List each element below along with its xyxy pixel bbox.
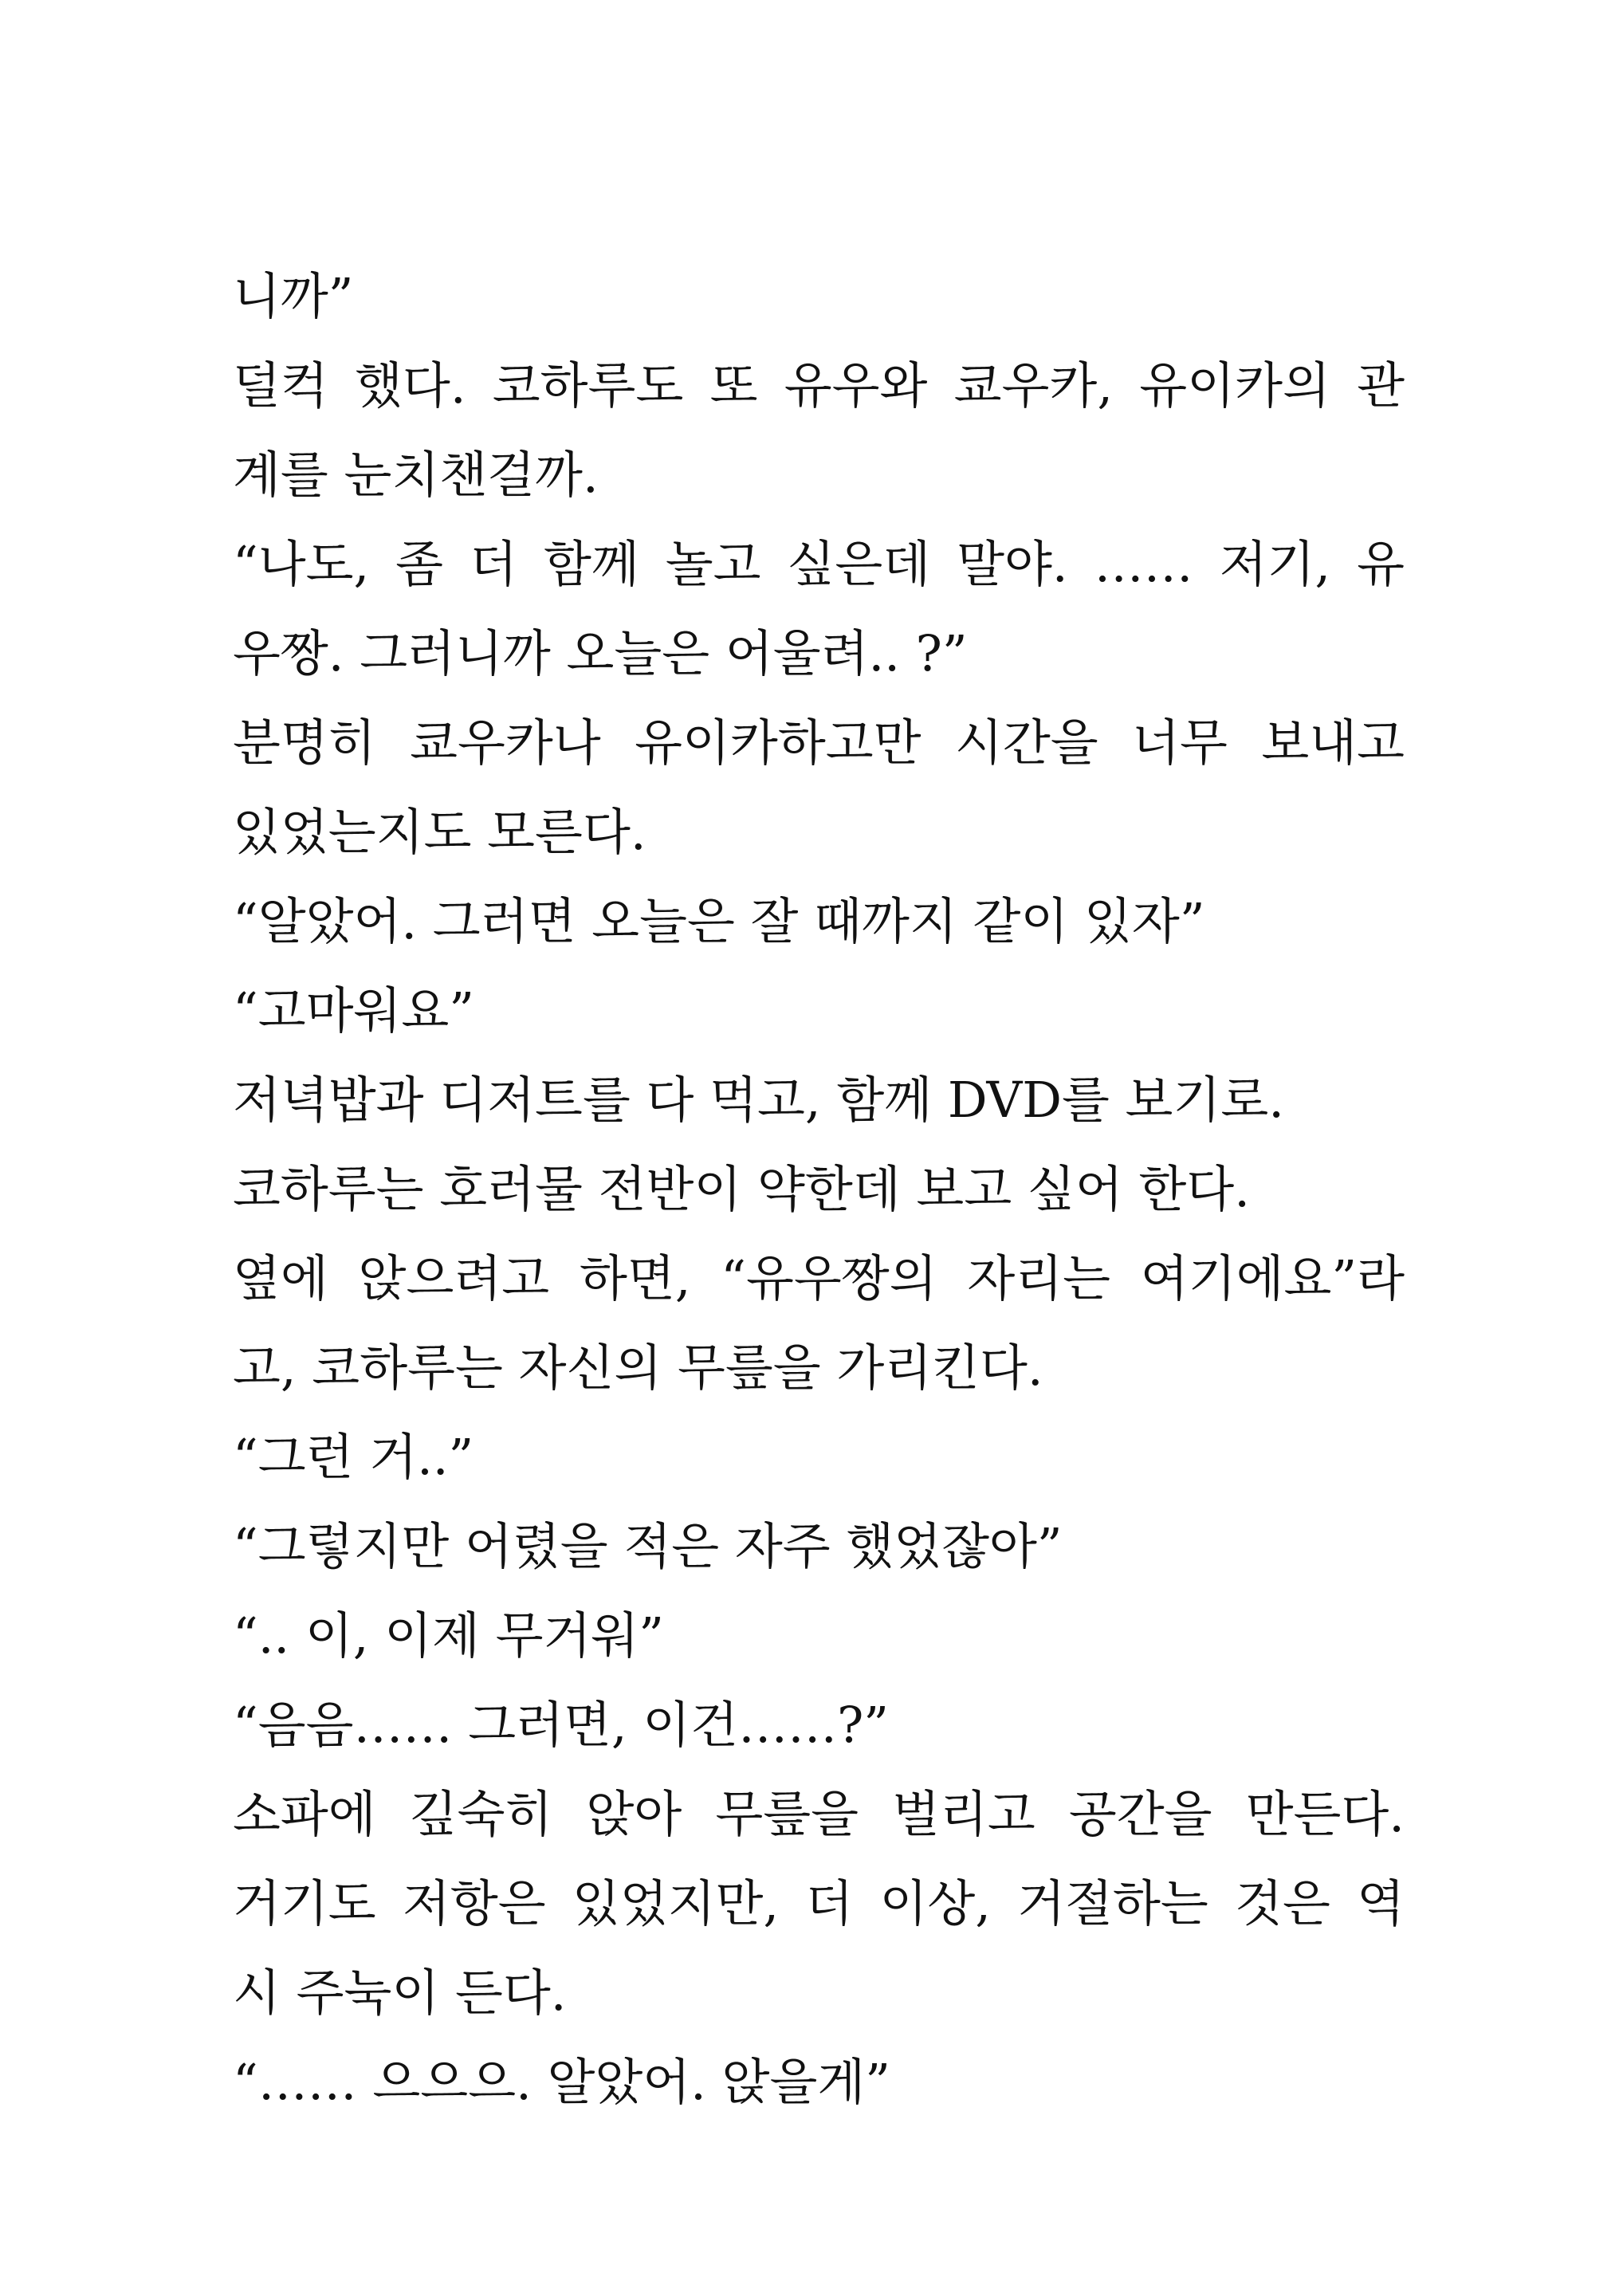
text-line: 코하루는 호러물 전반이 약한데 보고 싶어 한다.: [233, 1160, 1250, 1218]
text-line: 우짱. 그러니까 오늘은 어울려.. ?”: [233, 624, 968, 682]
text-line: “나도, 좀 더 함께 놀고 싶은데 말야. …… 저기, 유: [233, 535, 1405, 593]
text-line: 소파에 깊숙히 앉아 무릎을 벌리고 공간을 만든다.: [233, 1785, 1405, 1843]
body-text: [233, 252, 1405, 2127]
text-line: “알았어. 그러면 오늘은 잘 때까지 같이 있자”: [233, 892, 1205, 950]
text-line: 고, 코하루는 자신의 무릎을 가리킨다.: [233, 1339, 1043, 1397]
text-line: 덜컥 했다. 코하루도 또 유우와 쿄우카, 유이카의 관: [233, 356, 1405, 415]
text-line: 계를 눈치챈걸까.: [233, 446, 599, 504]
text-line: 옆에 앉으려고 하면, “유우짱의 자리는 여기에요”라: [233, 1249, 1405, 1307]
text-line: “그렇지만 어렸을 적은 자주 했었잖아”: [233, 1517, 1063, 1575]
text-line: 있었는지도 모른다.: [233, 803, 646, 861]
text-line: “음음…… 그러면, 이건……?”: [233, 1696, 890, 1754]
text-line: 저녁밥과 디저트를 다 먹고, 함께 DVD를 보기로.: [233, 1071, 1284, 1129]
text-line: 분명히 쿄우카나 유이카하고만 시간을 너무 보내고: [233, 714, 1405, 772]
text-line: “.. 이, 이제 무거워”: [233, 1606, 664, 1665]
text-line: 니까”: [233, 267, 354, 325]
text-line: “…… 으으으. 알았어. 앉을게”: [233, 2053, 890, 2111]
text-line: “고마워요”: [233, 981, 474, 1040]
text-line: 시 주눅이 든다.: [233, 1964, 567, 2022]
text-line: “그런 거..”: [233, 1428, 474, 1486]
text-line: 거기도 저항은 있었지만, 더 이상, 거절하는 것은 역: [233, 1874, 1405, 1932]
